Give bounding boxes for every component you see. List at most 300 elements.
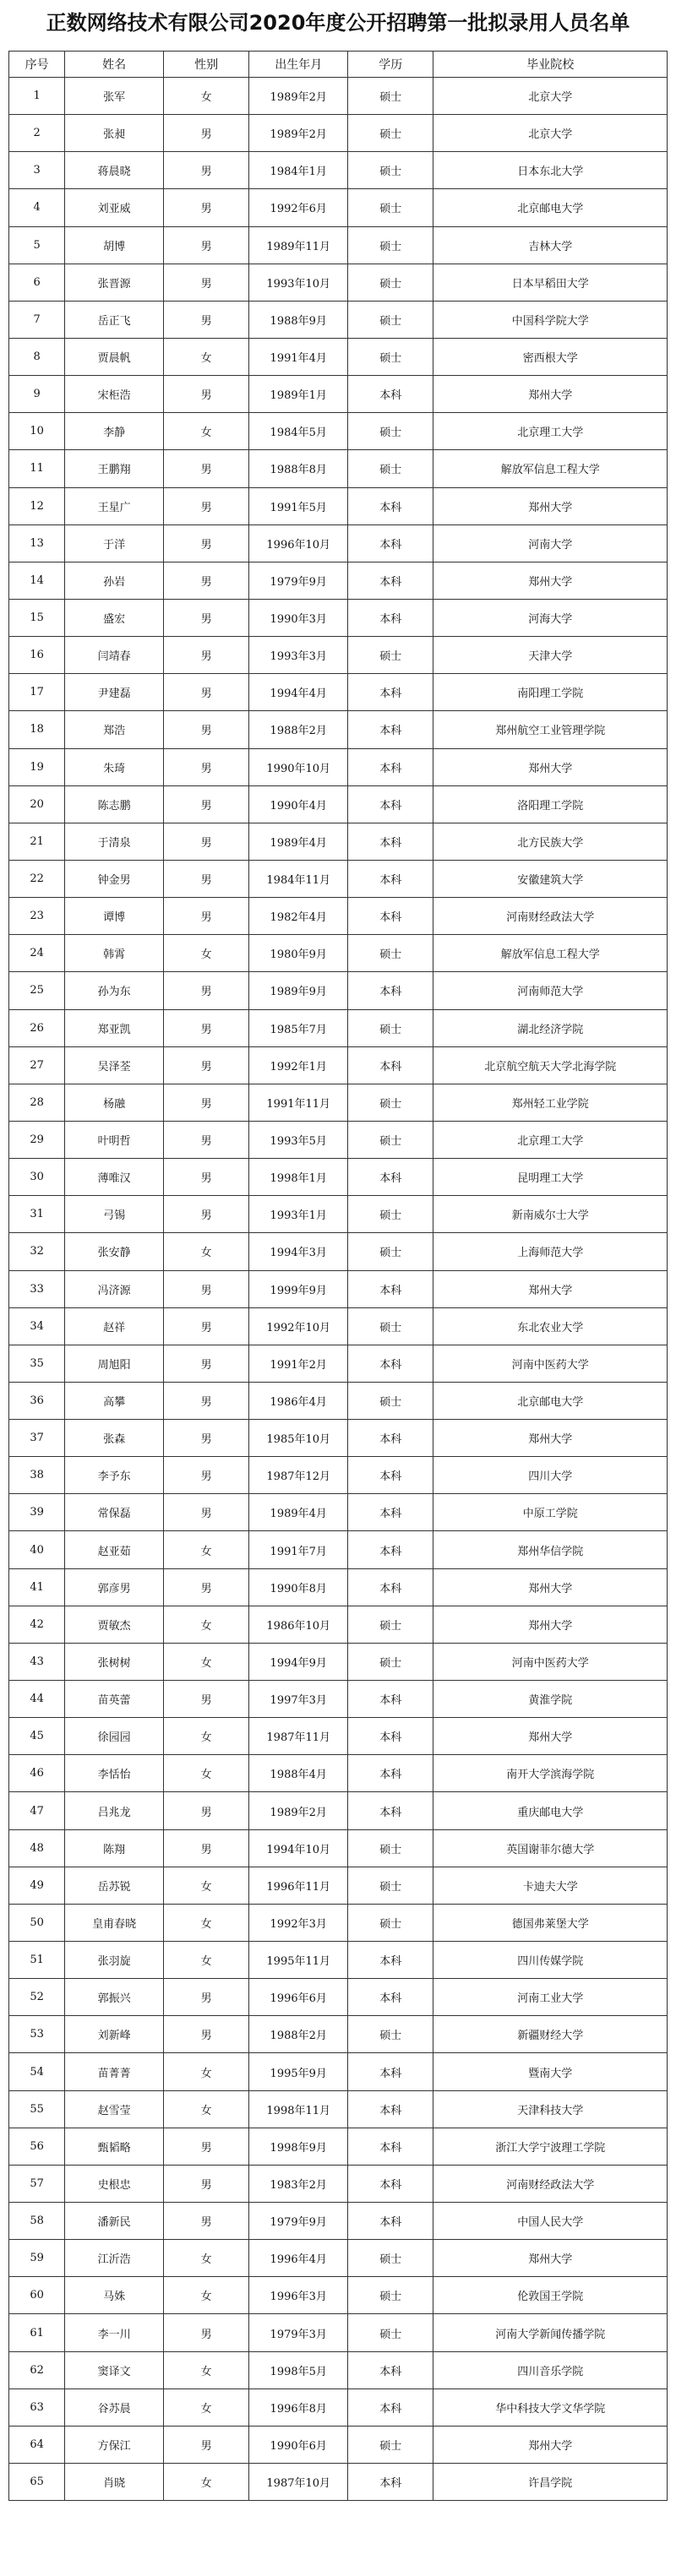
cell-gender: 女 xyxy=(164,338,249,375)
cell-name: 潘新民 xyxy=(65,2203,164,2240)
cell-birth-date: 1983年2月 xyxy=(249,2165,348,2202)
cell-gender: 男 xyxy=(164,1494,249,1531)
cell-gender: 男 xyxy=(164,1159,249,1196)
table-row xyxy=(9,2464,668,2501)
cell-name: 陈翔 xyxy=(65,1829,164,1867)
cell-gender: 男 xyxy=(164,2426,249,2463)
cell-gender: 男 xyxy=(164,152,249,189)
cell-name: 赵亚茹 xyxy=(65,1531,164,1568)
cell-gender: 男 xyxy=(164,1420,249,1457)
cell-number: 32 xyxy=(9,1233,65,1270)
cell-name: 谭博 xyxy=(65,898,164,935)
cell-birth-date: 1987年11月 xyxy=(249,1718,348,1755)
table-row xyxy=(9,264,668,301)
cell-education: 本科 xyxy=(348,1420,433,1457)
cell-education: 硕士 xyxy=(348,637,433,674)
table-row xyxy=(9,1307,668,1345)
cell-school: 河南大学新闻传播学院 xyxy=(433,2314,668,2351)
table-row xyxy=(9,413,668,450)
cell-gender: 男 xyxy=(164,450,249,487)
cell-name: 王鹏翔 xyxy=(65,450,164,487)
cell-birth-date: 1993年1月 xyxy=(249,1196,348,1233)
cell-number: 19 xyxy=(9,748,65,785)
cell-birth-date: 1991年7月 xyxy=(249,1531,348,1568)
table-row xyxy=(9,1568,668,1606)
cell-birth-date: 1996年3月 xyxy=(249,2277,348,2314)
cell-name: 郭振兴 xyxy=(65,1979,164,2016)
cell-education: 硕士 xyxy=(348,78,433,115)
cell-school: 东北农业大学 xyxy=(433,1307,668,1345)
table-row xyxy=(9,2351,668,2389)
cell-number: 50 xyxy=(9,1904,65,1941)
cell-school: 北京邮电大学 xyxy=(433,1382,668,1419)
cell-name: 肖晓 xyxy=(65,2464,164,2501)
cell-name: 苗英蕾 xyxy=(65,1681,164,1718)
cell-number: 16 xyxy=(9,637,65,674)
cell-gender: 男 xyxy=(164,524,249,562)
cell-school: 南开大学滨海学院 xyxy=(433,1755,668,1792)
cell-birth-date: 1980年9月 xyxy=(249,935,348,972)
cell-education: 本科 xyxy=(348,1755,433,1792)
cell-birth-date: 1998年9月 xyxy=(249,2128,348,2165)
cell-gender: 男 xyxy=(164,2165,249,2202)
cell-gender: 男 xyxy=(164,2128,249,2165)
cell-number: 60 xyxy=(9,2277,65,2314)
cell-name: 周旭阳 xyxy=(65,1345,164,1382)
cell-education: 硕士 xyxy=(348,1121,433,1158)
table-row xyxy=(9,301,668,338)
cell-number: 29 xyxy=(9,1121,65,1158)
cell-school: 郑州大学 xyxy=(433,2426,668,2463)
cell-birth-date: 1986年10月 xyxy=(249,1606,348,1643)
table-row xyxy=(9,674,668,711)
cell-name: 张晋源 xyxy=(65,264,164,301)
cell-birth-date: 1989年9月 xyxy=(249,972,348,1009)
cell-birth-date: 1994年10月 xyxy=(249,1829,348,1867)
cell-number: 15 xyxy=(9,599,65,636)
cell-number: 14 xyxy=(9,562,65,599)
cell-number: 37 xyxy=(9,1420,65,1457)
cell-school: 河南师范大学 xyxy=(433,972,668,1009)
table-row xyxy=(9,860,668,897)
cell-number: 58 xyxy=(9,2203,65,2240)
cell-name: 盛宏 xyxy=(65,599,164,636)
cell-birth-date: 1985年10月 xyxy=(249,1420,348,1457)
cell-number: 59 xyxy=(9,2240,65,2277)
table-row xyxy=(9,1009,668,1046)
cell-birth-date: 1982年4月 xyxy=(249,898,348,935)
cell-school: 郑州轻工业学院 xyxy=(433,1084,668,1121)
cell-birth-date: 1979年9月 xyxy=(249,562,348,599)
cell-education: 本科 xyxy=(348,674,433,711)
cell-school: 南阳理工学院 xyxy=(433,674,668,711)
header-row xyxy=(9,52,668,78)
cell-education: 本科 xyxy=(348,1568,433,1606)
cell-gender: 女 xyxy=(164,2389,249,2426)
cell-number: 23 xyxy=(9,898,65,935)
cell-number: 6 xyxy=(9,264,65,301)
cell-name: 史根忠 xyxy=(65,2165,164,2202)
cell-education: 硕士 xyxy=(348,301,433,338)
cell-education: 硕士 xyxy=(348,115,433,152)
cell-name: 李静 xyxy=(65,413,164,450)
cell-number: 31 xyxy=(9,1196,65,1233)
cell-school: 上海师范大学 xyxy=(433,1233,668,1270)
cell-birth-date: 1991年5月 xyxy=(249,487,348,524)
cell-name: 徐园园 xyxy=(65,1718,164,1755)
cell-school: 黄淮学院 xyxy=(433,1681,668,1718)
cell-number: 48 xyxy=(9,1829,65,1867)
cell-name: 苗菁菁 xyxy=(65,2053,164,2090)
cell-name: 郑浩 xyxy=(65,711,164,748)
cell-gender: 男 xyxy=(164,1457,249,1494)
cell-birth-date: 1988年2月 xyxy=(249,711,348,748)
cell-school: 四川大学 xyxy=(433,1457,668,1494)
cell-number: 24 xyxy=(9,935,65,972)
cell-education: 本科 xyxy=(348,1046,433,1084)
cell-birth-date: 1998年1月 xyxy=(249,1159,348,1196)
cell-gender: 男 xyxy=(164,376,249,413)
cell-education: 本科 xyxy=(348,1942,433,1979)
cell-number: 10 xyxy=(9,413,65,450)
cell-gender: 女 xyxy=(164,1942,249,1979)
cell-number: 34 xyxy=(9,1307,65,1345)
cell-number: 54 xyxy=(9,2053,65,2090)
table-row xyxy=(9,2203,668,2240)
hire-list-table xyxy=(8,51,668,2501)
cell-gender: 男 xyxy=(164,823,249,860)
table-row xyxy=(9,1755,668,1792)
cell-gender: 男 xyxy=(164,898,249,935)
cell-school: 北京理工大学 xyxy=(433,413,668,450)
header-birth-date: 出生年月 xyxy=(249,52,348,78)
cell-birth-date: 1989年2月 xyxy=(249,1792,348,1829)
cell-birth-date: 1991年4月 xyxy=(249,338,348,375)
cell-name: 尹建磊 xyxy=(65,674,164,711)
table-row xyxy=(9,2165,668,2202)
cell-name: 王星广 xyxy=(65,487,164,524)
cell-school: 解放军信息工程大学 xyxy=(433,450,668,487)
cell-number: 49 xyxy=(9,1867,65,1904)
cell-number: 12 xyxy=(9,487,65,524)
cell-gender: 男 xyxy=(164,711,249,748)
cell-education: 本科 xyxy=(348,1270,433,1307)
cell-education: 本科 xyxy=(348,1345,433,1382)
cell-gender: 男 xyxy=(164,1568,249,1606)
cell-education: 硕士 xyxy=(348,1643,433,1680)
cell-birth-date: 1992年3月 xyxy=(249,1904,348,1941)
cell-school: 河南大学 xyxy=(433,524,668,562)
cell-name: 薄唯汉 xyxy=(65,1159,164,1196)
cell-school: 北京大学 xyxy=(433,115,668,152)
cell-number: 30 xyxy=(9,1159,65,1196)
cell-number: 35 xyxy=(9,1345,65,1382)
cell-number: 64 xyxy=(9,2426,65,2463)
table-row xyxy=(9,1270,668,1307)
cell-gender: 男 xyxy=(164,1307,249,1345)
cell-school: 四川传媒学院 xyxy=(433,1942,668,1979)
cell-education: 硕士 xyxy=(348,338,433,375)
cell-gender: 男 xyxy=(164,1046,249,1084)
cell-number: 40 xyxy=(9,1531,65,1568)
cell-number: 7 xyxy=(9,301,65,338)
table-row xyxy=(9,1159,668,1196)
cell-school: 暨南大学 xyxy=(433,2053,668,2090)
cell-name: 蒋晨晓 xyxy=(65,152,164,189)
table-row xyxy=(9,1233,668,1270)
cell-birth-date: 1989年2月 xyxy=(249,78,348,115)
cell-school: 浙江大学宁波理工学院 xyxy=(433,2128,668,2165)
table-row xyxy=(9,2277,668,2314)
cell-gender: 男 xyxy=(164,1084,249,1121)
cell-school: 华中科技大学文华学院 xyxy=(433,2389,668,2426)
cell-school: 昆明理工大学 xyxy=(433,1159,668,1196)
cell-name: 张军 xyxy=(65,78,164,115)
table-row xyxy=(9,524,668,562)
cell-number: 41 xyxy=(9,1568,65,1606)
cell-education: 本科 xyxy=(348,2351,433,2389)
cell-gender: 女 xyxy=(164,935,249,972)
cell-school: 重庆邮电大学 xyxy=(433,1792,668,1829)
cell-education: 本科 xyxy=(348,1718,433,1755)
cell-education: 本科 xyxy=(348,599,433,636)
cell-name: 李予东 xyxy=(65,1457,164,1494)
cell-name: 钟金男 xyxy=(65,860,164,897)
cell-number: 8 xyxy=(9,338,65,375)
cell-education: 本科 xyxy=(348,2090,433,2128)
cell-name: 李一川 xyxy=(65,2314,164,2351)
cell-birth-date: 1999年9月 xyxy=(249,1270,348,1307)
cell-birth-date: 1984年5月 xyxy=(249,413,348,450)
cell-birth-date: 1988年4月 xyxy=(249,1755,348,1792)
cell-gender: 男 xyxy=(164,748,249,785)
cell-gender: 男 xyxy=(164,599,249,636)
cell-school: 郑州大学 xyxy=(433,1606,668,1643)
cell-school: 郑州华信学院 xyxy=(433,1531,668,1568)
cell-gender: 女 xyxy=(164,1643,249,1680)
cell-number: 62 xyxy=(9,2351,65,2389)
cell-name: 谷苏晨 xyxy=(65,2389,164,2426)
table-row xyxy=(9,823,668,860)
cell-number: 9 xyxy=(9,376,65,413)
cell-birth-date: 1990年8月 xyxy=(249,1568,348,1606)
cell-gender: 男 xyxy=(164,1792,249,1829)
cell-name: 方保江 xyxy=(65,2426,164,2463)
table-row xyxy=(9,450,668,487)
cell-gender: 男 xyxy=(164,785,249,823)
cell-gender: 女 xyxy=(164,1904,249,1941)
cell-education: 硕士 xyxy=(348,450,433,487)
table-row xyxy=(9,1904,668,1941)
cell-education: 硕士 xyxy=(348,1196,433,1233)
cell-birth-date: 1996年4月 xyxy=(249,2240,348,2277)
cell-gender: 男 xyxy=(164,2203,249,2240)
cell-name: 吴泽荃 xyxy=(65,1046,164,1084)
cell-gender: 女 xyxy=(164,2277,249,2314)
cell-gender: 男 xyxy=(164,1345,249,1382)
cell-name: 孙为东 xyxy=(65,972,164,1009)
cell-education: 硕士 xyxy=(348,2314,433,2351)
cell-education: 本科 xyxy=(348,898,433,935)
cell-number: 47 xyxy=(9,1792,65,1829)
cell-education: 本科 xyxy=(348,2053,433,2090)
table-row xyxy=(9,1382,668,1419)
cell-birth-date: 1989年1月 xyxy=(249,376,348,413)
table-row xyxy=(9,2240,668,2277)
cell-school: 洛阳理工学院 xyxy=(433,785,668,823)
cell-education: 本科 xyxy=(348,1681,433,1718)
cell-school: 郑州大学 xyxy=(433,487,668,524)
cell-number: 26 xyxy=(9,1009,65,1046)
cell-name: 常保磊 xyxy=(65,1494,164,1531)
cell-number: 22 xyxy=(9,860,65,897)
table-row xyxy=(9,898,668,935)
cell-birth-date: 1988年8月 xyxy=(249,450,348,487)
cell-number: 38 xyxy=(9,1457,65,1494)
cell-name: 郭彦男 xyxy=(65,1568,164,1606)
table-row xyxy=(9,115,668,152)
cell-birth-date: 1987年12月 xyxy=(249,1457,348,1494)
cell-gender: 男 xyxy=(164,1979,249,2016)
cell-birth-date: 1984年1月 xyxy=(249,152,348,189)
cell-birth-date: 1989年2月 xyxy=(249,115,348,152)
cell-name: 甄韬略 xyxy=(65,2128,164,2165)
cell-school: 新南威尔士大学 xyxy=(433,1196,668,1233)
cell-gender: 男 xyxy=(164,972,249,1009)
cell-birth-date: 1985年7月 xyxy=(249,1009,348,1046)
table-row xyxy=(9,1121,668,1158)
cell-number: 51 xyxy=(9,1942,65,1979)
cell-number: 45 xyxy=(9,1718,65,1755)
cell-name: 杨融 xyxy=(65,1084,164,1121)
table-row xyxy=(9,226,668,264)
cell-name: 贾敏杰 xyxy=(65,1606,164,1643)
cell-number: 36 xyxy=(9,1382,65,1419)
cell-name: 张羽旋 xyxy=(65,1942,164,1979)
cell-gender: 男 xyxy=(164,2314,249,2351)
cell-school: 密西根大学 xyxy=(433,338,668,375)
cell-education: 本科 xyxy=(348,972,433,1009)
cell-school: 解放军信息工程大学 xyxy=(433,935,668,972)
cell-birth-date: 1995年11月 xyxy=(249,1942,348,1979)
table-row xyxy=(9,1942,668,1979)
cell-number: 43 xyxy=(9,1643,65,1680)
cell-number: 20 xyxy=(9,785,65,823)
cell-gender: 男 xyxy=(164,2016,249,2053)
cell-gender: 女 xyxy=(164,2240,249,2277)
cell-name: 刘亚威 xyxy=(65,189,164,226)
cell-number: 55 xyxy=(9,2090,65,2128)
table-row xyxy=(9,2053,668,2090)
cell-name: 孙岩 xyxy=(65,562,164,599)
cell-education: 本科 xyxy=(348,860,433,897)
cell-school: 湖北经济学院 xyxy=(433,1009,668,1046)
cell-gender: 女 xyxy=(164,1867,249,1904)
cell-gender: 女 xyxy=(164,1718,249,1755)
cell-name: 郑亚凯 xyxy=(65,1009,164,1046)
cell-school: 中国科学院大学 xyxy=(433,301,668,338)
cell-number: 63 xyxy=(9,2389,65,2426)
cell-education: 本科 xyxy=(348,2464,433,2501)
cell-education: 硕士 xyxy=(348,189,433,226)
table-row xyxy=(9,1681,668,1718)
cell-birth-date: 1993年10月 xyxy=(249,264,348,301)
cell-number: 27 xyxy=(9,1046,65,1084)
cell-education: 本科 xyxy=(348,785,433,823)
cell-education: 硕士 xyxy=(348,1009,433,1046)
cell-gender: 男 xyxy=(164,226,249,264)
cell-birth-date: 1984年11月 xyxy=(249,860,348,897)
cell-gender: 男 xyxy=(164,562,249,599)
cell-birth-date: 1992年10月 xyxy=(249,1307,348,1345)
cell-name: 江沂浩 xyxy=(65,2240,164,2277)
cell-school: 河海大学 xyxy=(433,599,668,636)
cell-birth-date: 1979年3月 xyxy=(249,2314,348,2351)
cell-gender: 男 xyxy=(164,487,249,524)
cell-education: 硕士 xyxy=(348,1829,433,1867)
cell-education: 本科 xyxy=(348,711,433,748)
cell-gender: 女 xyxy=(164,413,249,450)
cell-education: 硕士 xyxy=(348,152,433,189)
cell-name: 窦译文 xyxy=(65,2351,164,2389)
cell-birth-date: 1997年3月 xyxy=(249,1681,348,1718)
table-row xyxy=(9,2128,668,2165)
cell-number: 17 xyxy=(9,674,65,711)
cell-education: 硕士 xyxy=(348,1606,433,1643)
cell-name: 岳正飞 xyxy=(65,301,164,338)
cell-education: 硕士 xyxy=(348,1084,433,1121)
cell-school: 北方民族大学 xyxy=(433,823,668,860)
cell-education: 硕士 xyxy=(348,1867,433,1904)
cell-education: 本科 xyxy=(348,1159,433,1196)
table-row xyxy=(9,972,668,1009)
cell-name: 朱琦 xyxy=(65,748,164,785)
cell-gender: 男 xyxy=(164,1829,249,1867)
table-row xyxy=(9,1643,668,1680)
table-row xyxy=(9,1345,668,1382)
cell-number: 46 xyxy=(9,1755,65,1792)
cell-number: 44 xyxy=(9,1681,65,1718)
cell-number: 4 xyxy=(9,189,65,226)
cell-school: 河南财经政法大学 xyxy=(433,2165,668,2202)
cell-name: 李恬怡 xyxy=(65,1755,164,1792)
cell-birth-date: 1986年4月 xyxy=(249,1382,348,1419)
cell-school: 吉林大学 xyxy=(433,226,668,264)
cell-name: 冯济源 xyxy=(65,1270,164,1307)
table-row xyxy=(9,1606,668,1643)
cell-school: 安徽建筑大学 xyxy=(433,860,668,897)
cell-birth-date: 1991年2月 xyxy=(249,1345,348,1382)
cell-birth-date: 1994年9月 xyxy=(249,1643,348,1680)
cell-education: 硕士 xyxy=(348,1307,433,1345)
cell-school: 河南中医药大学 xyxy=(433,1345,668,1382)
cell-birth-date: 1991年11月 xyxy=(249,1084,348,1121)
cell-number: 53 xyxy=(9,2016,65,2053)
cell-school: 北京航空航天大学北海学院 xyxy=(433,1046,668,1084)
table-row xyxy=(9,785,668,823)
cell-education: 硕士 xyxy=(348,935,433,972)
table-row xyxy=(9,2426,668,2463)
cell-school: 河南财经政法大学 xyxy=(433,898,668,935)
cell-education: 硕士 xyxy=(348,1904,433,1941)
table-row xyxy=(9,1979,668,2016)
cell-number: 25 xyxy=(9,972,65,1009)
cell-birth-date: 1994年4月 xyxy=(249,674,348,711)
cell-name: 张树树 xyxy=(65,1643,164,1680)
cell-name: 叶明哲 xyxy=(65,1121,164,1158)
cell-gender: 女 xyxy=(164,1531,249,1568)
cell-school: 郑州大学 xyxy=(433,1718,668,1755)
